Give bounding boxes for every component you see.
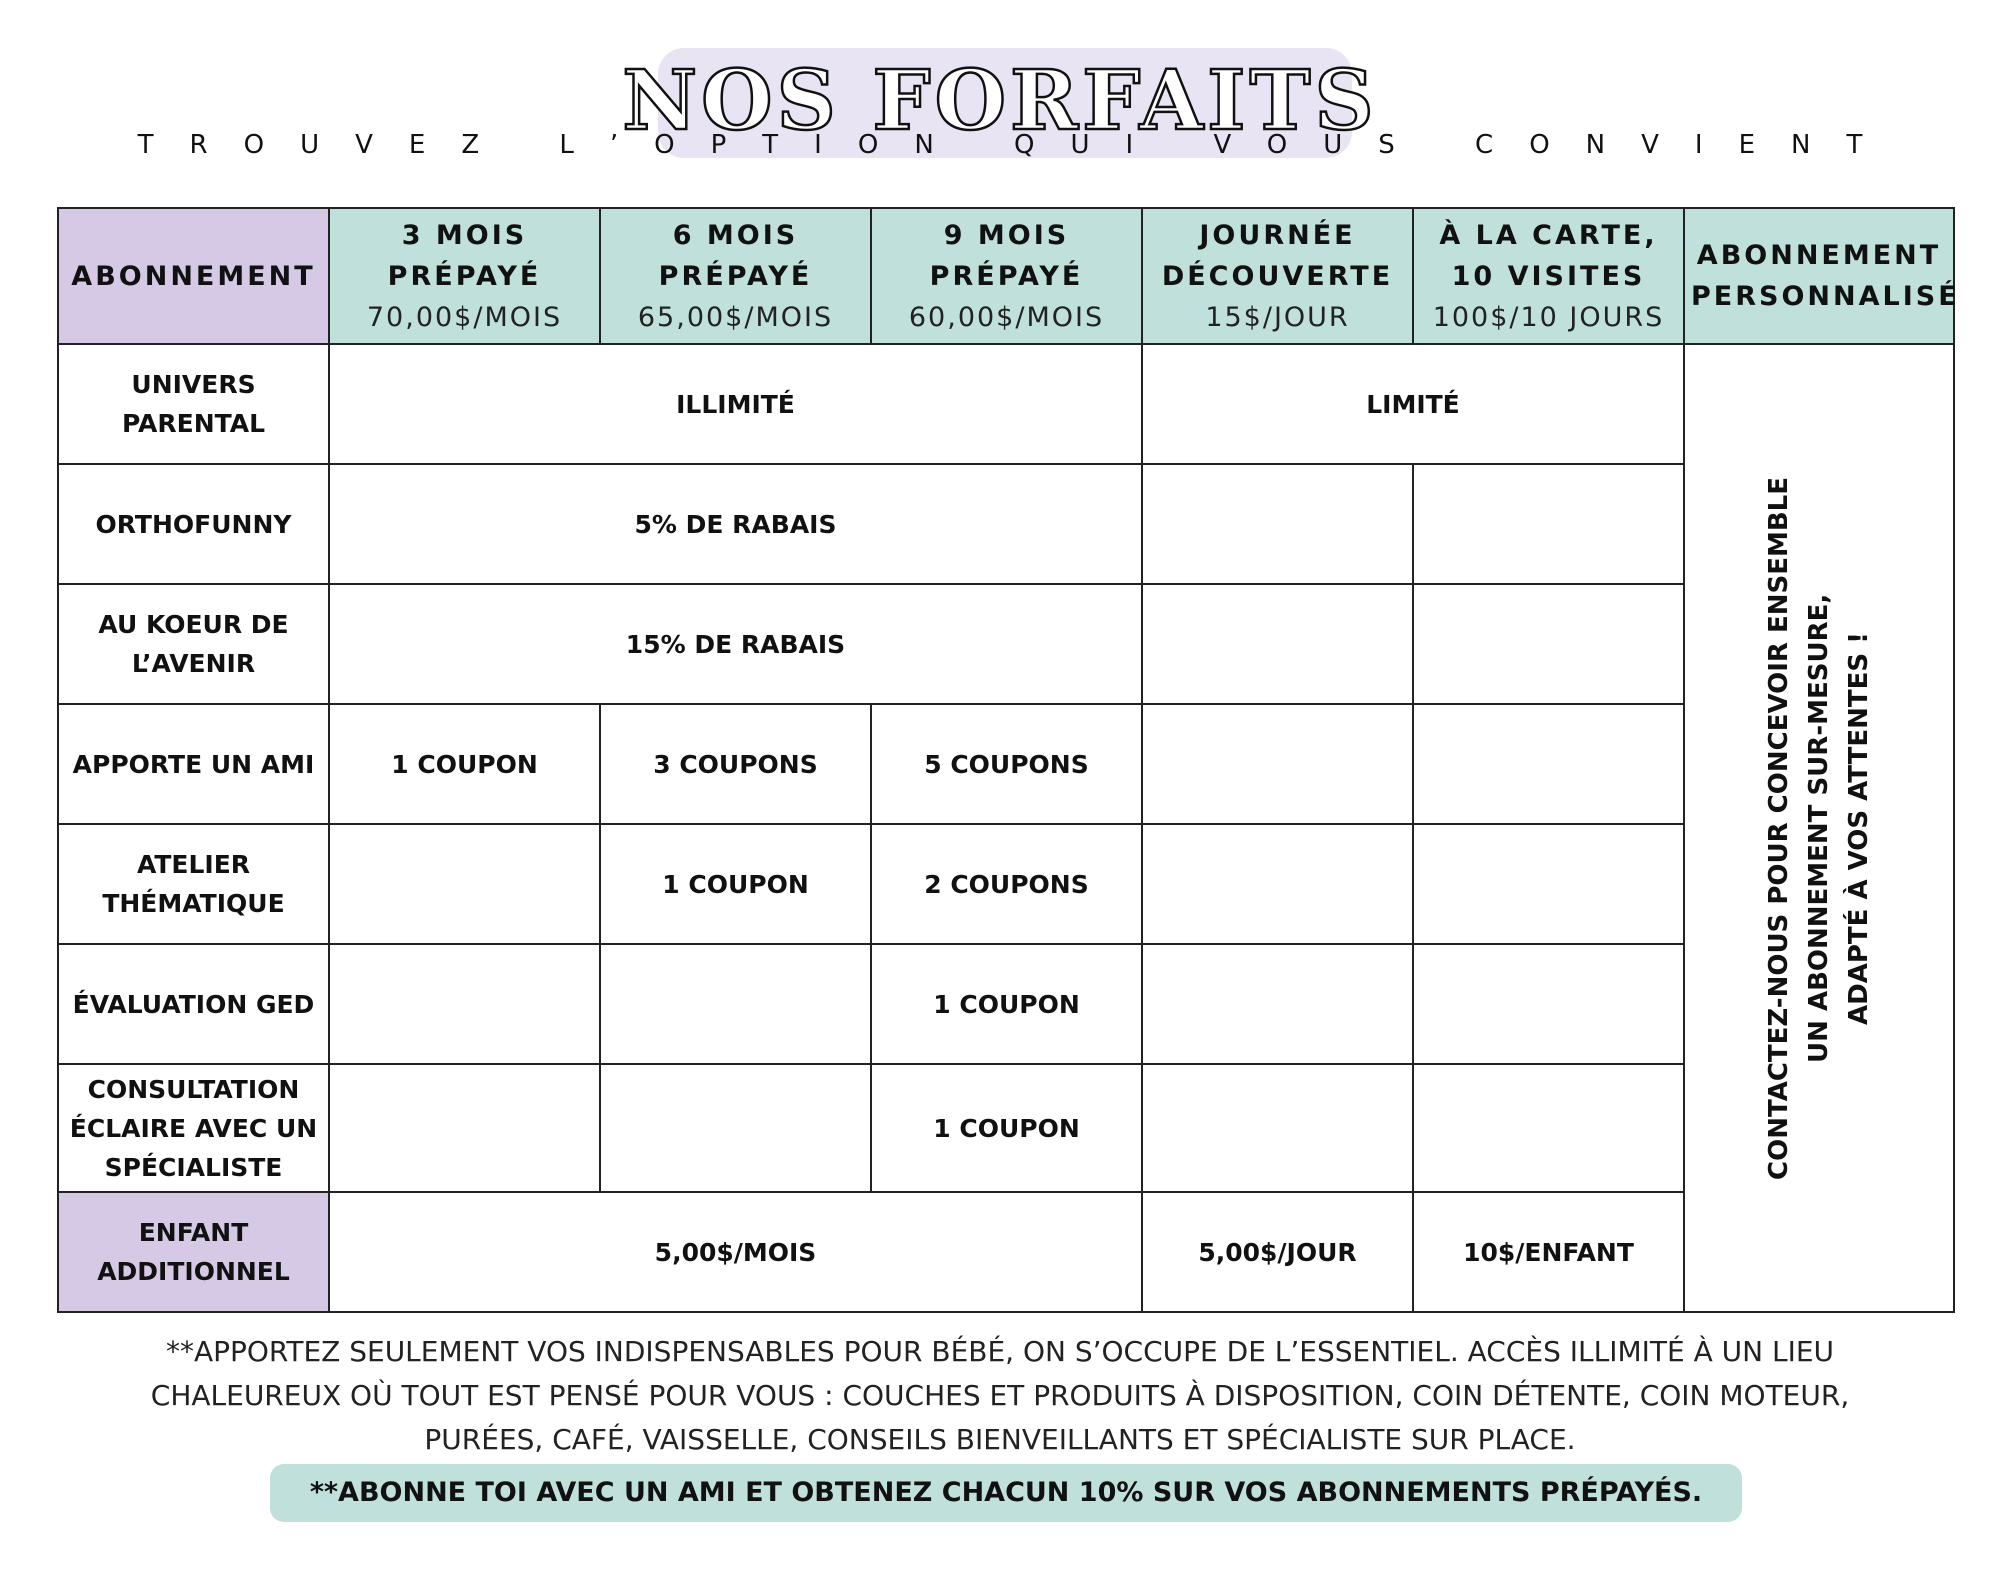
table-cell [329,1064,600,1192]
col-header-3-mois [329,208,600,344]
col-header-6-mois [600,208,871,344]
custom-note-line: CONTACTEZ-NOUS POUR CONCEVOIR ENSEMBLE [1764,476,1794,1180]
col-price: 60,00$/MOIS [908,301,1105,333]
col-name: À LA CARTE, 10 VISITES [1439,219,1658,292]
custom-note-line: ADAPTÉ À VOS ATTENTES ! [1844,631,1874,1025]
table-cell [1142,704,1413,824]
table-cell [1413,1064,1684,1192]
col-price: 70,00$/MOIS [366,301,563,333]
table-cell: 1 COUPON [871,1064,1142,1192]
custom-plan-cell [1684,344,1954,1312]
table-cell: 3 COUPONS [600,704,871,824]
col-header-carte [1413,208,1684,344]
table-row [58,1064,1954,1192]
table-row [58,944,1954,1064]
table-row [58,584,1954,704]
table-header-row [58,208,1954,344]
table-cell: ILLIMITÉ [329,344,1142,464]
table-row [58,824,1954,944]
row-label: APPORTE UN AMI [58,704,329,824]
table-cell [1142,584,1413,704]
table-cell: 15% DE RABAIS [329,584,1142,704]
table-cell [1413,584,1684,704]
table-cell [600,944,871,1064]
pricing-table [57,207,1960,1313]
promo-banner: **ABONNE TOI AVEC UN AMI ET OBTENEZ CHACUN 10% SUR VOS ABONNEMENTS PRÉPAYÉS. [270,1464,1742,1522]
table-cell: 5,00$/MOIS [329,1192,1142,1312]
col-price: 65,00$/MOIS [637,301,834,333]
col-name: 9 MOIS PRÉPAYÉ [929,219,1084,292]
table-cell: 5,00$/JOUR [1142,1192,1413,1312]
table-cell: 1 COUPON [329,704,600,824]
table-cell [1142,1064,1413,1192]
table-row [58,344,1954,464]
table-cell [1413,944,1684,1064]
row-label: ENFANT ADDITIONNEL [58,1192,329,1312]
col-name: 6 MOIS PRÉPAYÉ [658,219,813,292]
table-row [58,704,1954,824]
table-row [58,464,1954,584]
table-cell: 2 COUPONS [871,824,1142,944]
row-label: UNIVERS PARENTAL [58,344,329,464]
row-label: ATELIER THÉMATIQUE [58,824,329,944]
row-label: ORTHOFUNNY [58,464,329,584]
table-cell [1142,824,1413,944]
col-header-journee [1142,208,1413,344]
table-cell [1413,464,1684,584]
col-name: 3 MOIS PRÉPAYÉ [387,219,542,292]
table-cell: 1 COUPON [871,944,1142,1064]
col-name: ABONNEMENT PERSONNALISÉ [1691,240,1960,312]
corner-header: ABONNEMENT [58,208,329,344]
table-cell: 5% DE RABAIS [329,464,1142,584]
table-cell [1413,704,1684,824]
col-header-personnalise [1684,208,1960,344]
col-price: 100$/10 JOURS [1432,301,1665,333]
table-cell [600,1064,871,1192]
table-cell: 10$/ENFANT [1413,1192,1684,1312]
page-subtitle: TROUVEZ L’OPTION QUI VOUS CONVIENT [137,130,1899,160]
table-cell [329,824,600,944]
table-cell: 5 COUPONS [871,704,1142,824]
row-label: AU KOEUR DE L’AVENIR [58,584,329,704]
table-cell: LIMITÉ [1142,344,1684,464]
page-title: NOS FORFAITS [622,53,1378,149]
custom-note-line: UN ABONNEMENT SUR-MESURE, [1804,593,1834,1063]
row-label: CONSULTATION ÉCLAIRE AVEC UN SPÉCIALISTE [58,1064,329,1192]
row-label: ÉVALUATION GED [58,944,329,1064]
table-cell [329,944,600,1064]
table-cell [1413,824,1684,944]
table-cell [1142,944,1413,1064]
col-name: JOURNÉE DÉCOUVERTE [1161,219,1394,292]
footer-note: **APPORTEZ SEULEMENT VOS INDISPENSABLES POUR BÉBÉ, ON S’OCCUPE DE L’ESSENTIEL. ACCÈS ILLIMITÉ À UN LIEU CHALEUREUX OÙ TOUT EST PENSÉ POUR VOUS : COUCHES ET PRODUITS À DISPOSITION, COIN DÉTENTE, COIN MOTEUR, PURÉES, CAFÉ, VAISSELLE, CONSEILS BIENVEILLANTS ET SPÉCIALISTE SUR PLACE. [150,1335,1850,1456]
table-cell [1142,464,1413,584]
table-cell: 1 COUPON [600,824,871,944]
table-row [58,1192,1954,1312]
col-price: 15$/JOUR [1205,301,1350,333]
col-header-9-mois [871,208,1142,344]
custom-plan-note [1759,477,1879,1180]
